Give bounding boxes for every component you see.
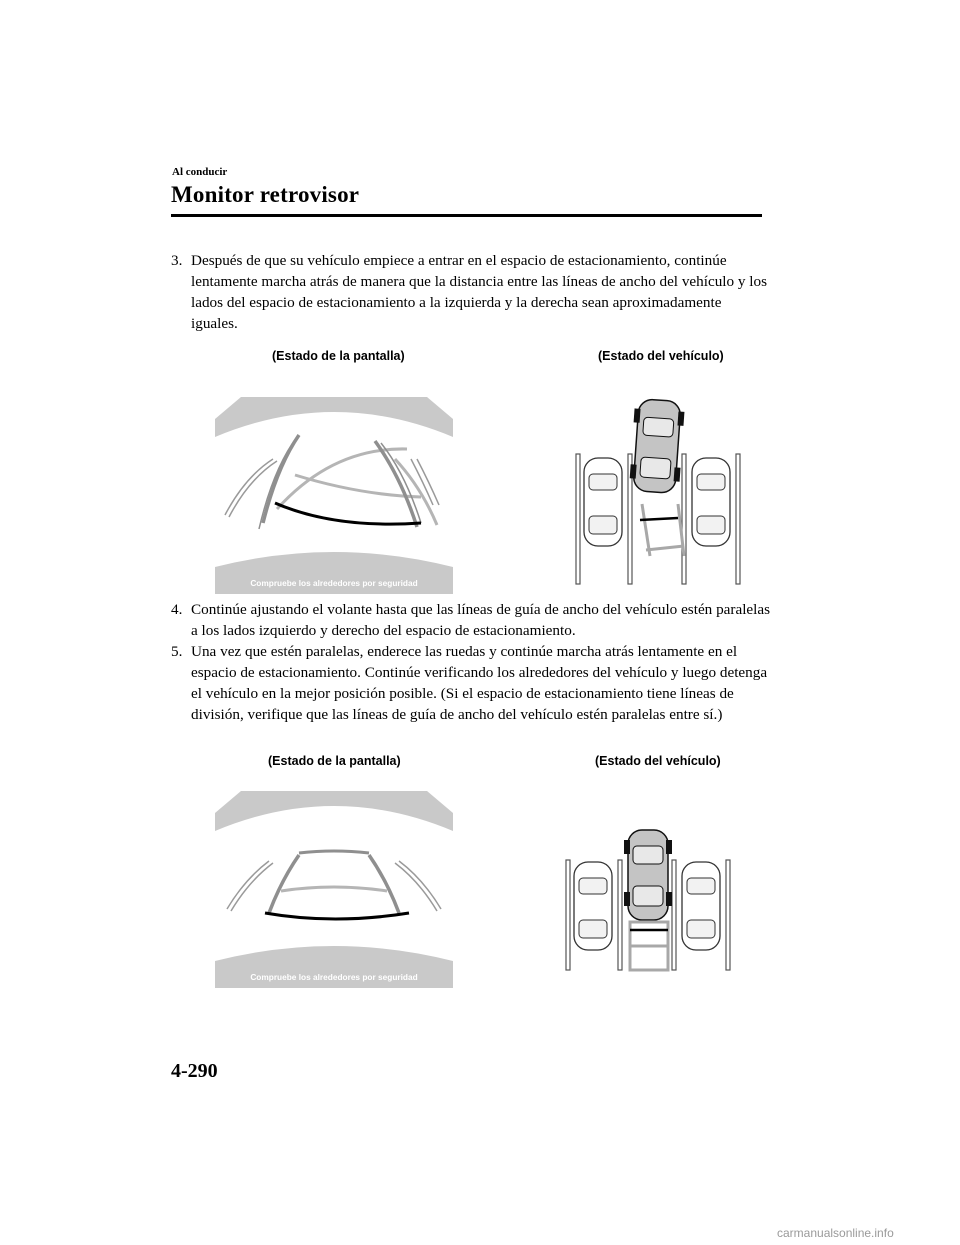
rear-camera-screen bbox=[215, 397, 453, 594]
parking-diagram-illustration bbox=[570, 396, 750, 596]
step-text: Después de que su vehículo empiece a entrar en el espacio de estacionamiento, continúe lentamente marcha atrás de manera que la distancia entre las líneas de ancho del vehículo y los lados del espacio de estacionamiento a la izquierda y la derecha sean aproximadamente iguales. bbox=[191, 252, 768, 332]
vehicle-state-label: (Estado del vehículo) bbox=[595, 754, 721, 768]
screen-state-label: (Estado de la pantalla) bbox=[272, 349, 405, 363]
title-rule bbox=[171, 214, 762, 217]
rear-camera-screen bbox=[215, 791, 453, 988]
vehicle-position-diagram bbox=[560, 826, 740, 976]
camera-view-illustration bbox=[215, 397, 453, 594]
parking-diagram-illustration bbox=[560, 826, 740, 976]
step-number: 4. bbox=[171, 601, 183, 618]
screen-state-label: (Estado de la pantalla) bbox=[268, 754, 401, 768]
screen-caption: Compruebe los alrededores por seguridad bbox=[250, 972, 418, 982]
step-4 bbox=[171, 599, 771, 641]
screen-caption: Compruebe los alrededores por seguridad bbox=[250, 578, 418, 588]
step-text: Continúe ajustando el volante hasta que las líneas de guía de ancho del vehículo estén paralelas a los lados izquierdo y derecho del espacio de estacionamiento. bbox=[191, 601, 771, 639]
step-3 bbox=[171, 250, 771, 334]
page-number: 4-290 bbox=[171, 1060, 218, 1082]
vehicle-position-diagram bbox=[570, 396, 750, 596]
page-title: Monitor retrovisor bbox=[171, 182, 360, 207]
section-label: Al conducir bbox=[172, 166, 228, 178]
camera-view-illustration bbox=[215, 791, 453, 988]
watermark: carmanualsonline.info bbox=[777, 1226, 894, 1240]
vehicle-state-label: (Estado del vehículo) bbox=[598, 349, 724, 363]
step-number: 3. bbox=[171, 252, 183, 269]
step-text: Una vez que estén paralelas, enderece las ruedas y continúe marcha atrás lentamente en el espacio de estacionamiento. Continúe verificando los alrededores del vehículo y luego detenga el vehículo en la mejor posición posible. (Si el espacio de estacionamiento tiene líneas de división, verifique que las líneas de guía de ancho del vehículo estén paralelas entre sí.) bbox=[191, 643, 768, 723]
step-number: 5. bbox=[171, 643, 183, 660]
step-5 bbox=[171, 641, 771, 725]
